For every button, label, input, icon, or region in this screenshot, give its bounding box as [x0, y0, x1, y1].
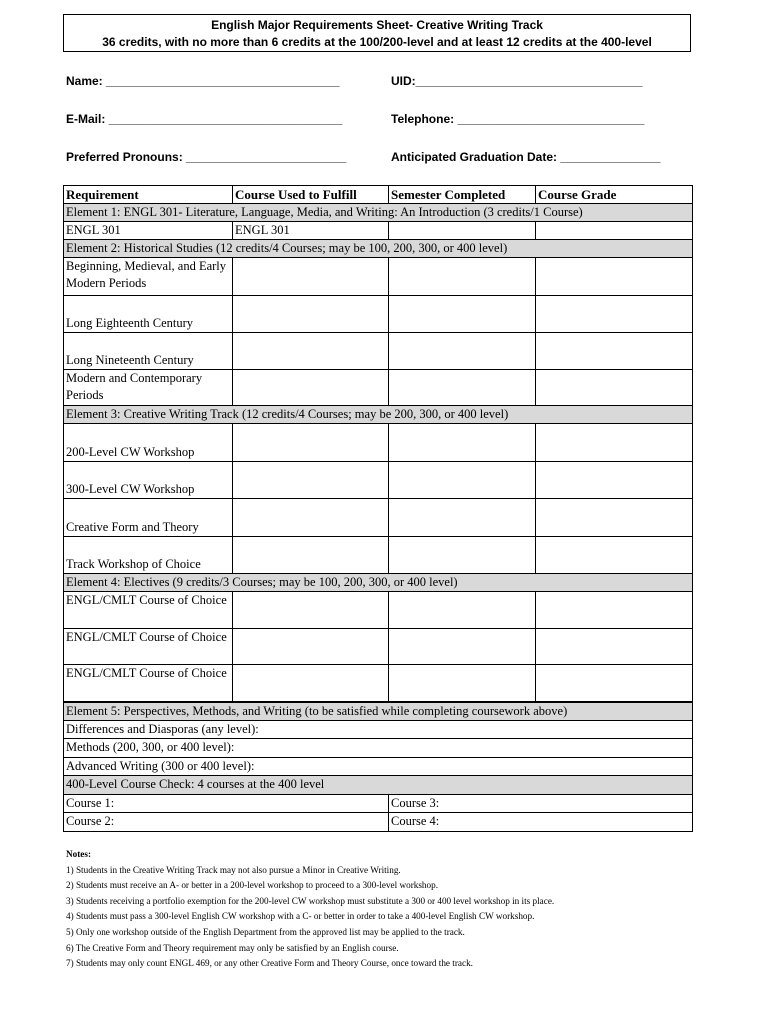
course-cell[interactable] [233, 424, 389, 462]
note-item: 7) Students may only count ENGL 469, or any other Creative Form and Theory Course, once toward the track. [66, 958, 473, 969]
header-course-used: Course Used to Fulfill [233, 186, 389, 204]
table-row [64, 758, 693, 776]
element-5-title: Element 5: Perspectives, Methods, and Writing (to be satisfied while completing coursework above) [64, 702, 693, 721]
element-1-title: Element 1: ENGL 301- Literature, Language, Media, and Writing: An Introduction (3 credits/1 Course) [64, 204, 693, 222]
table-row [64, 537, 693, 574]
course-cell[interactable] [233, 665, 389, 702]
requirement-cell: Beginning, Medieval, and Early Modern Periods [64, 258, 233, 296]
table-row [64, 813, 693, 832]
sheet-subtitle: 36 credits, with no more than 6 credits at the 100/200-level and at least 12 credits at the 400-level [102, 35, 652, 49]
grade-cell[interactable] [536, 592, 693, 629]
semester-cell[interactable] [389, 499, 536, 537]
requirement-cell: ENGL/CMLT Course of Choice [64, 592, 233, 629]
notes-section [66, 847, 706, 972]
semester-cell[interactable] [389, 629, 536, 665]
table-row [64, 296, 693, 333]
table-row [64, 424, 693, 462]
table-header-row [64, 186, 693, 204]
header-semester-completed: Semester Completed [389, 186, 536, 204]
name-field[interactable]: Name: ___________________________________ [66, 74, 340, 88]
course-2-field[interactable]: Course 2: [64, 813, 389, 832]
course-cell[interactable] [233, 258, 389, 296]
semester-cell[interactable] [389, 296, 536, 333]
element-2-title: Element 2: Historical Studies (12 credits/4 Courses; may be 100, 200, 300, or 400 level) [64, 240, 693, 258]
grade-cell[interactable] [536, 296, 693, 333]
semester-cell[interactable] [389, 258, 536, 296]
requirement-cell: Track Workshop of Choice [64, 537, 233, 574]
requirement-cell: 300-Level CW Workshop [64, 462, 233, 499]
grade-cell[interactable] [536, 222, 693, 240]
semester-cell[interactable] [389, 333, 536, 370]
course-cell[interactable] [233, 592, 389, 629]
requirement-cell: Creative Form and Theory [64, 499, 233, 537]
section-row [64, 574, 693, 592]
note-item: 5) Only one workshop outside of the English Department from the approved list may be applied to the track. [66, 926, 465, 937]
grade-cell[interactable] [536, 370, 693, 406]
section-row [64, 406, 693, 424]
pronouns-field[interactable]: Preferred Pronouns: ________________________ [66, 150, 347, 164]
requirements-table [63, 185, 693, 832]
course-cell[interactable] [233, 462, 389, 499]
table-row [64, 592, 693, 629]
table-row [64, 222, 693, 240]
course-cell[interactable] [233, 499, 389, 537]
table-row [64, 462, 693, 499]
sheet-title: English Major Requirements Sheet- Creative Writing Track [211, 18, 543, 32]
uid-field[interactable]: UID:__________________________________ [391, 74, 643, 88]
requirement-cell: ENGL 301 [64, 222, 233, 240]
requirement-cell: ENGL/CMLT Course of Choice [64, 665, 233, 702]
course-cell[interactable] [233, 370, 389, 406]
table-row [64, 739, 693, 758]
table-row [64, 370, 693, 406]
grade-cell[interactable] [536, 462, 693, 499]
section-row [64, 702, 693, 721]
requirement-cell: 200-Level CW Workshop [64, 424, 233, 462]
course-check-title: 400-Level Course Check: 4 courses at the 400 level [64, 776, 693, 795]
section-row [64, 240, 693, 258]
semester-cell[interactable] [389, 370, 536, 406]
course-cell[interactable] [233, 629, 389, 665]
course-cell[interactable] [233, 296, 389, 333]
sheet-header [63, 14, 691, 52]
course-cell[interactable] [233, 537, 389, 574]
requirement-cell: Long Eighteenth Century [64, 296, 233, 333]
grade-cell[interactable] [536, 258, 693, 296]
requirement-cell: ENGL/CMLT Course of Choice [64, 629, 233, 665]
note-item: 6) The Creative Form and Theory requirement may only be satisfied by an English course. [66, 942, 399, 953]
course-1-field[interactable]: Course 1: [64, 795, 389, 813]
section-row [64, 776, 693, 795]
grade-cell[interactable] [536, 424, 693, 462]
grade-cell[interactable] [536, 665, 693, 702]
table-row [64, 795, 693, 813]
table-row [64, 499, 693, 537]
header-requirement: Requirement [64, 186, 233, 204]
telephone-field[interactable]: Telephone: ____________________________ [391, 112, 645, 126]
grade-cell[interactable] [536, 537, 693, 574]
grade-cell[interactable] [536, 499, 693, 537]
perspective-row[interactable]: Advanced Writing (300 or 400 level): [64, 758, 693, 776]
note-item: 3) Students receiving a portfolio exemption for the 200-level CW workshop must substitute a 300 or 400 level workshop in its place. [66, 895, 555, 906]
course-cell: ENGL 301 [233, 222, 389, 240]
requirement-cell: Modern and Contemporary Periods [64, 370, 233, 406]
header-course-grade: Course Grade [536, 186, 693, 204]
element-4-title: Element 4: Electives (9 credits/3 Courses; may be 100, 200, 300, or 400 level) [64, 574, 693, 592]
note-item: 2) Students must receive an A- or better in a 200-level workshop to proceed to a 300-level workshop. [66, 880, 438, 891]
course-cell[interactable] [233, 333, 389, 370]
element-3-title: Element 3: Creative Writing Track (12 credits/4 Courses; may be 200, 300, or 400 level) [64, 406, 693, 424]
section-row [64, 204, 693, 222]
notes-title: Notes: [66, 849, 92, 859]
note-item: 4) Students must pass a 300-level English CW workshop with a C- or better in order to take a 400-level English CW workshop. [66, 911, 535, 922]
perspective-row[interactable]: Methods (200, 300, or 400 level): [64, 739, 693, 758]
requirement-cell: Long Nineteenth Century [64, 333, 233, 370]
table-row [64, 721, 693, 739]
perspective-row[interactable]: Differences and Diasporas (any level): [64, 721, 693, 739]
semester-cell[interactable] [389, 537, 536, 574]
grade-cell[interactable] [536, 333, 693, 370]
graduation-date-field[interactable]: Anticipated Graduation Date: _______________ [391, 150, 661, 164]
grade-cell[interactable] [536, 629, 693, 665]
table-row [64, 258, 693, 296]
note-item: 1) Students in the Creative Writing Track may not also pursue a Minor in Creative Writing. [66, 864, 401, 875]
table-row [64, 333, 693, 370]
semester-cell[interactable] [389, 462, 536, 499]
course-3-field[interactable]: Course 3: [389, 795, 693, 813]
table-row [64, 665, 693, 702]
table-row [64, 629, 693, 665]
semester-cell[interactable] [389, 665, 536, 702]
semester-cell[interactable] [389, 592, 536, 629]
email-field[interactable]: E-Mail: ___________________________________ [66, 112, 343, 126]
semester-cell[interactable] [389, 424, 536, 462]
course-4-field[interactable]: Course 4: [389, 813, 693, 832]
semester-cell[interactable] [389, 222, 536, 240]
